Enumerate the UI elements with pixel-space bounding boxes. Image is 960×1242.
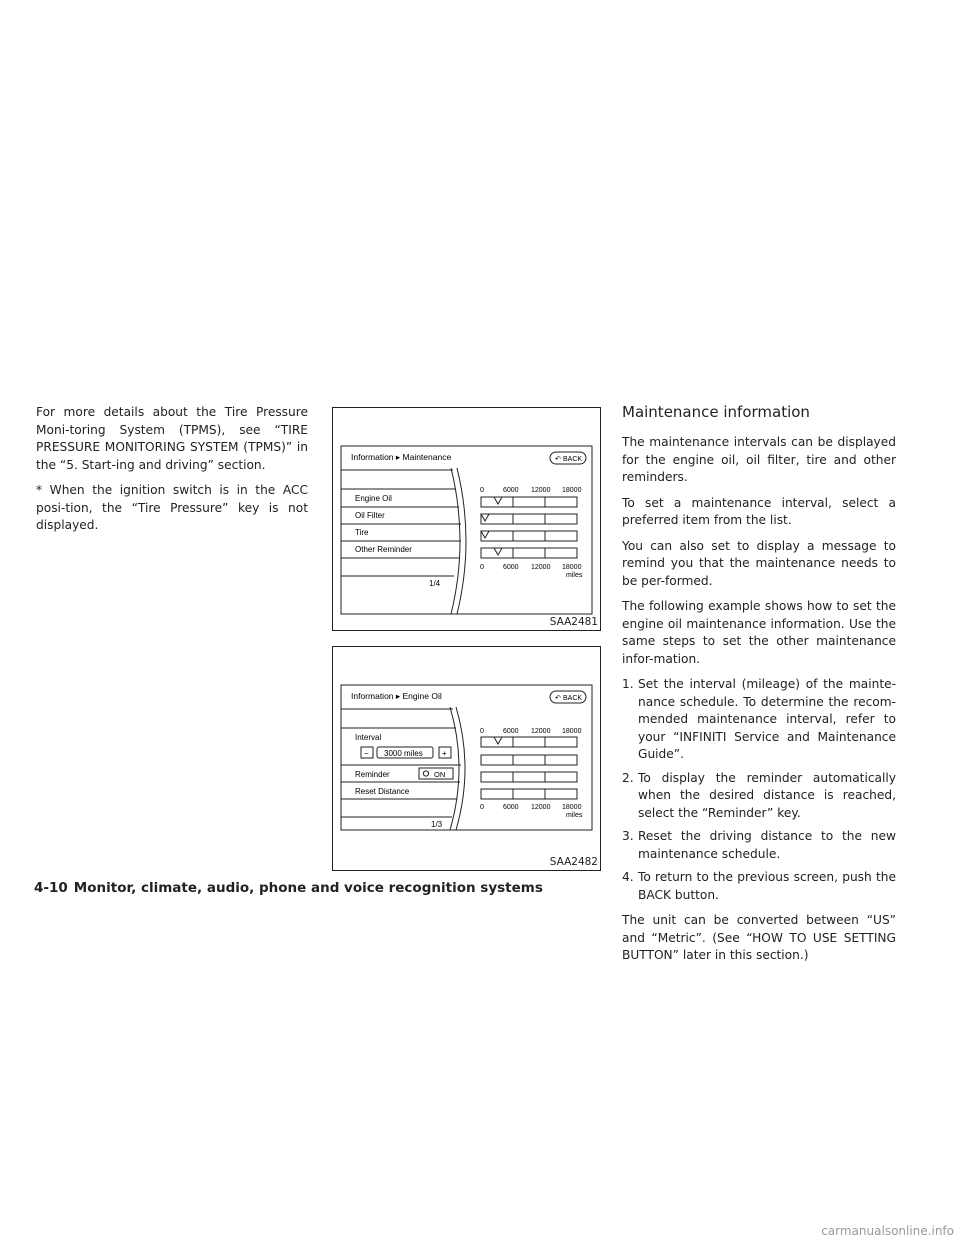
current-mileage-marker-icon [481, 531, 489, 538]
right-column [622, 402, 896, 973]
mileage-scale-top [480, 487, 582, 494]
engine-oil-screen-illustration [333, 647, 600, 870]
scale-tick-label: 6000 [503, 804, 519, 811]
intro-paragraph: The maintenance intervals can be displayed for the engine oil, oil filter, tire and other reminders. [622, 435, 896, 484]
current-mileage-marker-icon [494, 497, 502, 504]
scale-tick-label: 18000 [562, 728, 582, 735]
interval-value: 3000 miles [384, 749, 423, 758]
tpms-reference-paragraph: For more details about the Tire Pressure Moni-toring System (TPMS), see “TIRE PRESSURE MONITORING SYSTEM (TPMS)” in the “5. Start-ing and driving” section. [36, 405, 308, 472]
reminder-paragraph: You can also set to display a message to remind you that the maintenance needs to be per-formed. [622, 538, 896, 588]
page-footer [34, 880, 543, 896]
minus-icon: − [364, 749, 369, 758]
step-text: Reset the driving distance to the new maintenance schedule. [638, 829, 896, 861]
scale-bar [481, 789, 577, 799]
menu-item-oil-filter[interactable]: Oil Filter [355, 511, 385, 520]
reminder-state: ON [434, 770, 446, 779]
scale-tick-label: 0 [480, 487, 484, 494]
list-item [622, 828, 896, 863]
scale-bar [481, 755, 577, 765]
scale-tick-label: 6000 [503, 564, 519, 571]
step-text: To display the reminder automatically when the desired distance is reached, select the “Reminder” key. [638, 770, 896, 820]
section-title: Monitor, climate, audio, phone and voice recognition systems [73, 880, 543, 896]
reset-distance-button[interactable]: Reset Distance [355, 787, 410, 796]
menu-item-engine-oil[interactable]: Engine Oil [355, 494, 392, 503]
step-number: 2. [622, 770, 634, 785]
list-item [622, 770, 896, 823]
scale-tick-label: 12000 [531, 804, 551, 811]
indicator-light-icon [423, 771, 428, 776]
example-paragraph: The following example shows how to set the engine oil maintenance information. Use the same steps to set the other maintenance infor-mation. [622, 599, 896, 666]
scale-unit: miles [566, 572, 583, 579]
step-text: Set the interval (mileage) of the mainte-nance schedule. To determine the recom-mended maintenance interval, refer to your “INFINITI Service and Maintenance Guide”. [638, 677, 896, 761]
back-arrow-icon: ↶ [555, 456, 561, 463]
scale-tick-label: 6000 [503, 487, 519, 494]
back-arrow-icon: ↶ [555, 695, 561, 702]
back-label: BACK [563, 456, 583, 463]
reminder-toggle[interactable] [419, 768, 453, 779]
breadcrumb: Information ▸ Maintenance [351, 452, 452, 462]
scale-tick-label: 6000 [503, 728, 519, 735]
mileage-scale-bottom [480, 804, 583, 819]
section-heading: Maintenance information [622, 403, 810, 421]
breadcrumb: Information ▸ Engine Oil [351, 691, 442, 701]
plus-icon: + [442, 749, 447, 758]
back-label: BACK [563, 695, 583, 702]
scale-tick-label: 12000 [531, 564, 551, 571]
figure-code: SAA2482 [549, 856, 598, 868]
step-text: To return to the previous screen, push the BACK button. [638, 870, 896, 902]
menu-item-tire[interactable]: Tire [355, 528, 369, 537]
scale-tick-label: 18000 [562, 804, 582, 811]
unit-conversion-paragraph: The unit can be converted between “US” and “Metric”. (See “HOW TO USE SETTING BUTTON” later in this section.) [622, 913, 896, 962]
interval-stepper[interactable] [361, 747, 451, 758]
acc-note-paragraph: * When the ignition switch is in the ACC posi-tion, the “Tire Pressure” key is not displayed. [36, 483, 308, 532]
scale-tick-label: 12000 [531, 487, 551, 494]
step-number: 1. [622, 677, 634, 691]
scale-bar [481, 772, 577, 782]
maintenance-screen-figure [332, 407, 601, 631]
page-indicator: 1/4 [429, 579, 441, 588]
list-item [622, 676, 896, 764]
mileage-scale-bottom [480, 564, 583, 579]
figure-code: SAA2481 [549, 616, 598, 628]
page-number: 4-10 [34, 880, 68, 896]
scale-tick-label: 0 [480, 564, 484, 571]
scale-tick-label: 12000 [531, 728, 551, 735]
interval-label: Interval [355, 733, 382, 742]
back-button[interactable] [550, 691, 586, 703]
current-mileage-marker-icon [494, 548, 502, 555]
steps-list [622, 676, 896, 904]
list-item [622, 869, 896, 904]
menu-item-other-reminder[interactable]: Other Reminder [355, 545, 412, 554]
left-column [36, 404, 308, 543]
scale-unit: miles [566, 812, 583, 819]
scale-tick-label: 18000 [562, 564, 582, 571]
reminder-label[interactable]: Reminder [355, 770, 390, 779]
page-indicator: 1/3 [431, 820, 443, 829]
tire-bar [481, 531, 577, 541]
engine-oil-screen-figure [332, 646, 601, 871]
current-mileage-marker-icon [481, 514, 489, 521]
step-number: 4. [622, 870, 634, 884]
scale-tick-label: 0 [480, 728, 484, 735]
maintenance-screen-illustration [333, 408, 600, 630]
current-mileage-marker-icon [494, 737, 502, 744]
scale-tick-label: 18000 [562, 487, 582, 494]
mileage-bars [481, 497, 577, 558]
select-item-paragraph: To set a maintenance interval, select a preferred item from the list. [622, 495, 896, 527]
mileage-scale-top [480, 728, 582, 735]
scale-tick-label: 0 [480, 804, 484, 811]
mileage-bars [481, 737, 577, 799]
oil-filter-bar [481, 514, 577, 524]
watermark: carmanualsonline.info [821, 1224, 954, 1238]
step-number: 3. [622, 829, 634, 843]
back-button[interactable] [550, 452, 586, 464]
